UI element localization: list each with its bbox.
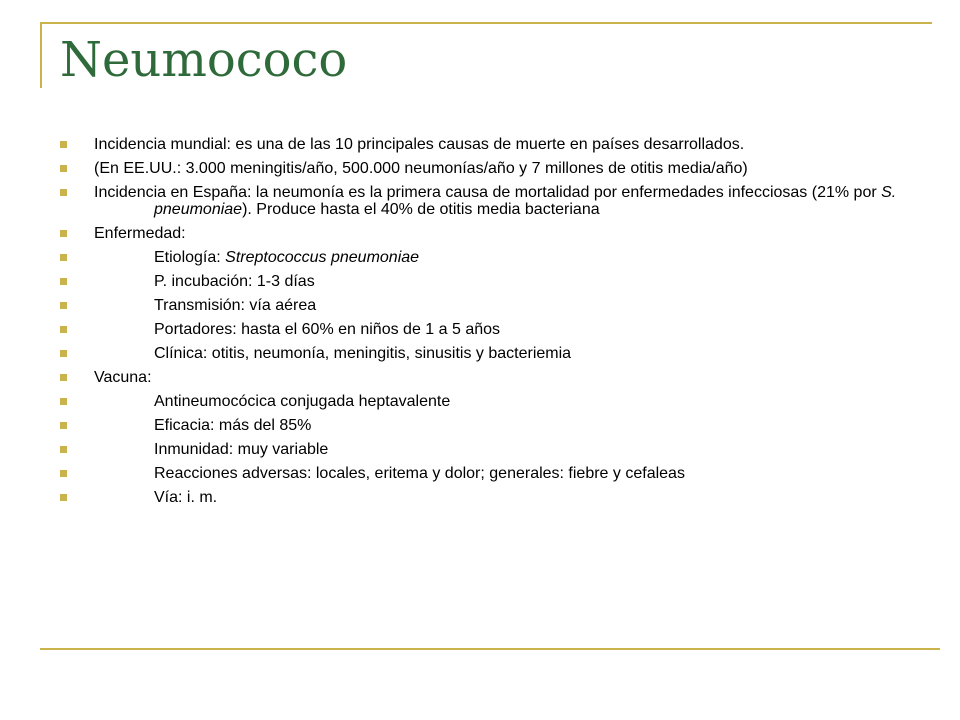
bullet-list xyxy=(60,136,920,513)
bullet-text: Clínica: otitis, neumonía, meningitis, sinusitis y bacteriemia xyxy=(154,345,572,362)
square-bullet-icon xyxy=(60,189,67,196)
list-item xyxy=(60,225,920,242)
species-name: Streptococcus pneumoniae xyxy=(225,249,420,266)
list-item xyxy=(60,273,920,290)
bullet-text: Inmunidad: muy variable xyxy=(154,441,329,458)
species-name: S. pneumoniae xyxy=(154,184,897,218)
bullet-text: Incidencia mundial: es una de las 10 principales causas de muerte en países desarrollados. xyxy=(94,136,745,153)
list-item xyxy=(60,465,920,482)
list-item xyxy=(60,249,920,266)
list-item xyxy=(60,369,920,386)
square-bullet-icon xyxy=(60,422,67,429)
square-bullet-icon xyxy=(60,254,67,261)
bullet-text: (En EE.UU.: 3.000 meningitis/año, 500.000 neumonías/año y 7 millones de otitis media/año) xyxy=(94,160,748,177)
bullet-text: Transmisión: vía aérea xyxy=(154,297,317,314)
bullet-text: P. incubación: 1-3 días xyxy=(154,273,315,290)
square-bullet-icon xyxy=(60,446,67,453)
list-item xyxy=(60,321,920,338)
square-bullet-icon xyxy=(60,398,67,405)
bullet-text xyxy=(94,249,419,266)
square-bullet-icon xyxy=(60,141,67,148)
frame-bottom-line xyxy=(40,648,940,650)
square-bullet-icon xyxy=(60,470,67,477)
list-item xyxy=(60,417,920,434)
bullet-text: Eficacia: más del 85% xyxy=(154,417,312,434)
bullet-text xyxy=(94,184,920,218)
list-item xyxy=(60,441,920,458)
square-bullet-icon xyxy=(60,278,67,285)
list-item xyxy=(60,184,920,218)
bullet-label: Etiología: xyxy=(154,249,226,266)
square-bullet-icon xyxy=(60,165,67,172)
list-item xyxy=(60,160,920,177)
bullet-text: Vía: i. m. xyxy=(154,489,218,506)
slide-title: Neumococo xyxy=(60,32,348,88)
square-bullet-icon xyxy=(60,230,67,237)
square-bullet-icon xyxy=(60,494,67,501)
list-item xyxy=(60,489,920,506)
list-item xyxy=(60,345,920,362)
list-item xyxy=(60,393,920,410)
section-heading: Enfermedad: xyxy=(94,225,186,242)
bullet-text: Portadores: hasta el 60% en niños de 1 a 5 años xyxy=(154,321,501,338)
square-bullet-icon xyxy=(60,326,67,333)
frame-left-line xyxy=(40,22,42,88)
bullet-text-part: Incidencia en España: la neumonía es la primera causa de mortalidad por enfermedades infecciosas (21% por xyxy=(94,184,882,201)
frame-top-line xyxy=(40,22,932,24)
list-item xyxy=(60,136,920,153)
section-heading: Vacuna: xyxy=(94,369,152,386)
bullet-text: Antineumocócica conjugada heptavalente xyxy=(154,393,451,410)
bullet-text: Reacciones adversas: locales, eritema y dolor; generales: fiebre y cefaleas xyxy=(154,465,685,482)
square-bullet-icon xyxy=(60,350,67,357)
bullet-text-part: ). Produce hasta el 40% de otitis media bacteriana xyxy=(242,201,600,218)
square-bullet-icon xyxy=(60,374,67,381)
list-item xyxy=(60,297,920,314)
square-bullet-icon xyxy=(60,302,67,309)
